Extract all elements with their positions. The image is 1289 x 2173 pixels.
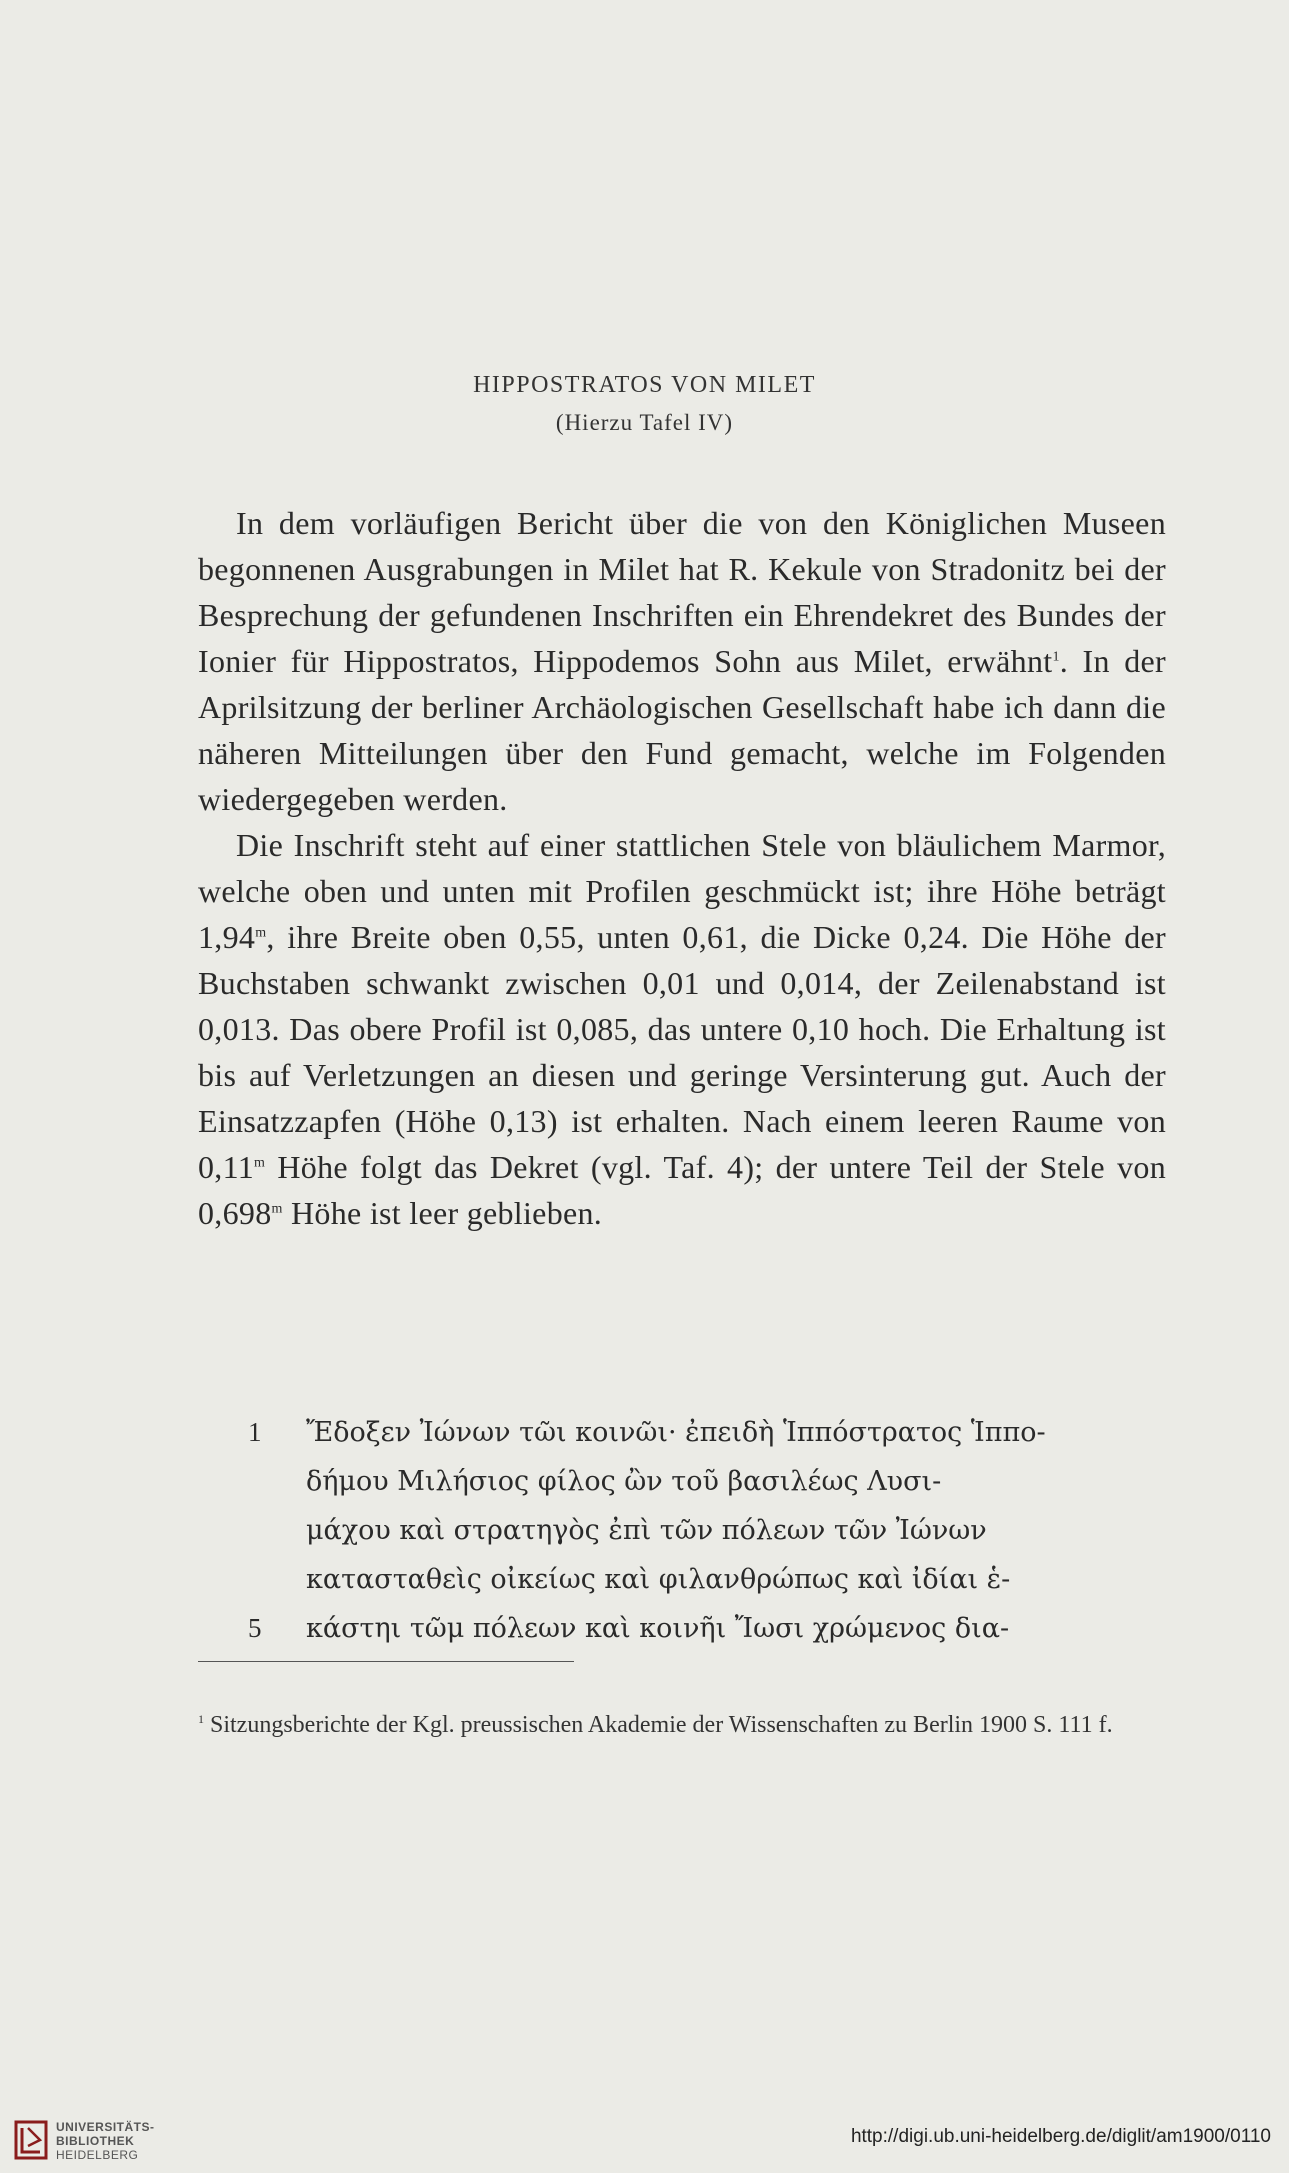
meter-superscript: m	[254, 1155, 266, 1171]
inscription-text: μάχου καὶ στρατηγὸς ἐπὶ τῶν πόλεων τῶν Ἰώνων	[306, 1515, 987, 1546]
inscription-line	[248, 1506, 1168, 1555]
inscription-line	[248, 1408, 1168, 1457]
paragraph-2-text-d: Höhe ist leer geblieben.	[282, 1195, 603, 1231]
paragraph-2-text-c: Höhe folgt das Dekret (vgl. Taf. 4); der untere Teil der Stele von 0,698	[198, 1149, 1166, 1231]
logo-text-line3: HEIDELBERG	[56, 2148, 139, 2162]
article-subtitle: (Hierzu Tafel IV)	[555, 410, 734, 435]
inscription-line	[248, 1457, 1168, 1506]
line-number: 5	[248, 1613, 262, 1643]
footnote-divider	[198, 1661, 574, 1662]
article-title: HIPPOSTRATOS VON MILET	[473, 372, 816, 398]
logo-text-line1: UNIVERSITÄTS-	[56, 2120, 155, 2134]
library-logo[interactable]	[14, 2118, 174, 2164]
paragraph-1-text-a: In dem vorläufigen Bericht über die von den Königlichen Museen begonnenen Ausgrabungen in Milet hat R. Kekule von Stradonitz bei der Besprechung der gefundenen Inschriften ein Ehrendekret des Bundes der Ionier für Hippostratos, Hippodemos Sohn aus Milet, erwähnt	[198, 505, 1166, 679]
inscription-text: κατασταθεὶς οἰκείως καὶ φιλανθρώπως καὶ ἰδίαι ἑ-	[306, 1564, 1011, 1595]
paragraph-2-text-a: Die Inschrift steht auf einer stattlichen Stele von bläulichem Marmor, welche oben und unten mit Profilen geschmückt ist; ihre Höhe beträgt 1,94	[198, 827, 1166, 955]
paragraph-1-text-b: . In der Aprilsitzung der berliner Archäologischen Gesellschaft habe ich dann die näheren Mitteilungen über den Fund gemacht, welche im Folgenden wiedergegeben werden.	[198, 643, 1166, 817]
inscription-line	[248, 1555, 1168, 1604]
footnote	[198, 1708, 1166, 1743]
paragraph-1	[198, 500, 1166, 822]
footnote-mark: 1	[198, 1712, 204, 1726]
library-logo-icon	[14, 2118, 52, 2162]
source-url-link[interactable]: http://digi.ub.uni-heidelberg.de/diglit/am1900/0110	[850, 2126, 1271, 2147]
paragraph-2-text-b: , ihre Breite oben 0,55, unten 0,61, die Dicke 0,24. Die Höhe der Buchstaben schwankt zwischen 0,01 und 0,014, der Zeilenabstand ist 0,013. Das obere Profil ist 0,085, das untere 0,10 hoch. Die Erhaltung ist bis auf Verletzungen an diesen und geringe Versinterung gut. Auch der Einsatzzapfen (Höhe 0,13) ist erhalten. Nach einem leeren Raume von 0,11	[198, 919, 1166, 1185]
meter-superscript: m	[271, 1201, 283, 1217]
meter-superscript: m	[255, 925, 267, 941]
footnote-text: Sitzungsberichte der Kgl. preussischen Akademie der Wissenschaften zu Berlin 1900 S. 111 f.	[204, 1712, 1113, 1738]
inscription-text: κάστηι τῶμ πόλεων καὶ κοινῆι Ἴωσι χρώμενος δια-	[306, 1613, 1010, 1644]
inscription-text: δήμου Μιλήσιος φίλος ὢν τοῦ βασιλέως Λυσι-	[306, 1466, 942, 1497]
inscription-line	[248, 1604, 1168, 1653]
line-number: 1	[248, 1417, 262, 1447]
inscription-block	[248, 1408, 1168, 1653]
inscription-text: Ἔδοξεν Ἰώνων τῶι κοινῶι· ἐπειδὴ Ἱππόστρατος Ἱππο-	[306, 1417, 1046, 1448]
paragraph-2	[198, 822, 1166, 1236]
article-body	[198, 500, 1166, 1236]
logo-text-line2: BIBLIOTHEK	[56, 2134, 135, 2148]
footnote-ref[interactable]: 1	[1052, 649, 1060, 665]
